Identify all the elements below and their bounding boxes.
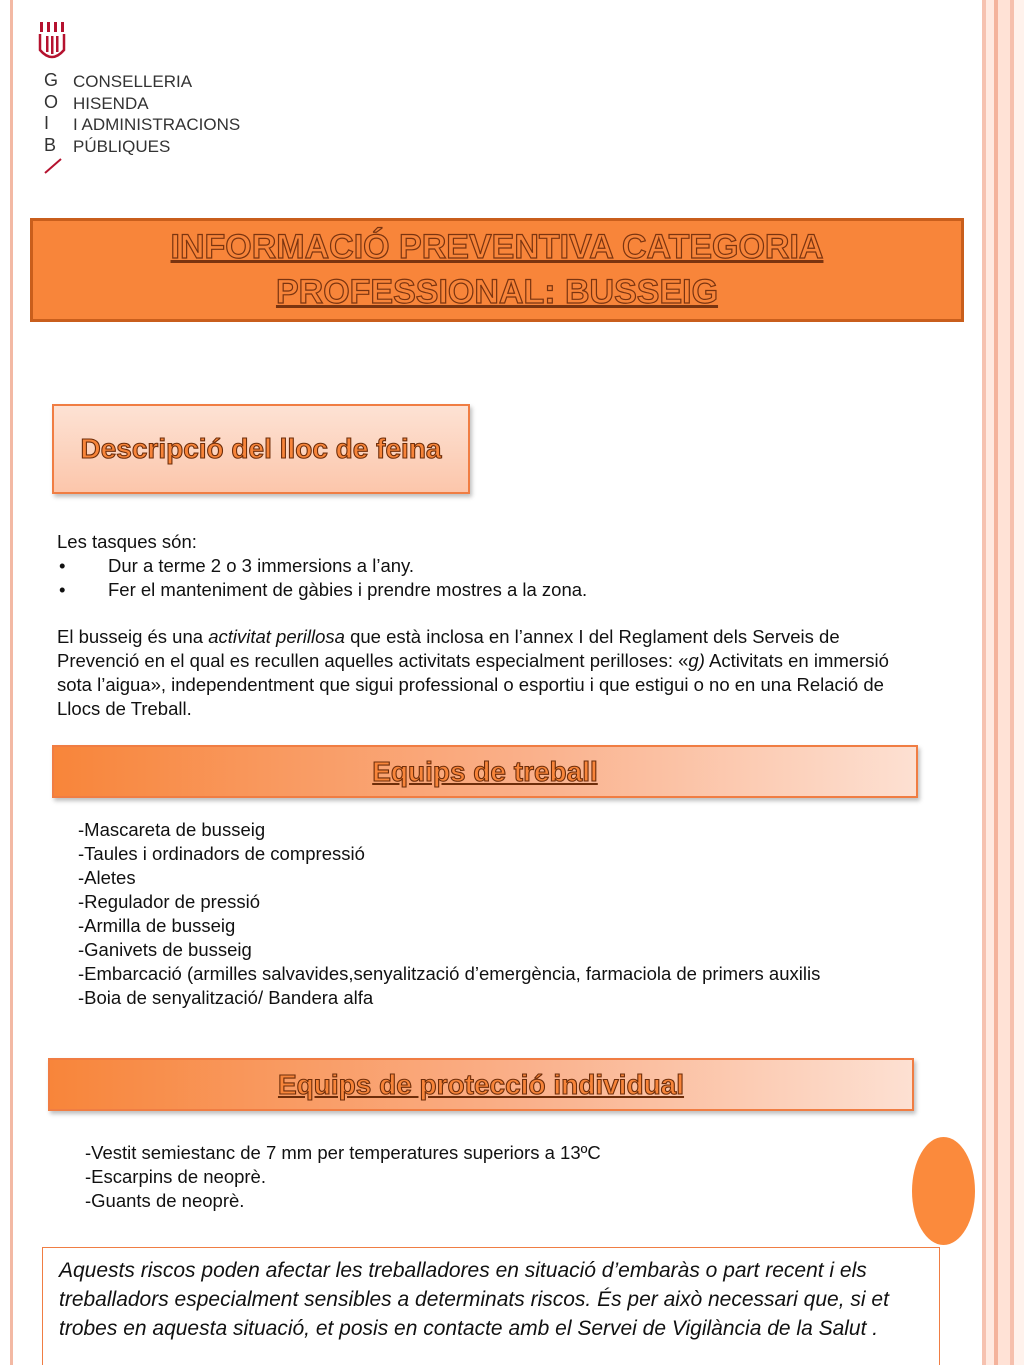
ppe-heading: Equips de protecció individual	[277, 1068, 685, 1100]
list-item: -Escarpins de neoprè.	[85, 1166, 266, 1187]
decorative-orange-oval	[912, 1137, 975, 1245]
government-emblem-icon	[38, 22, 68, 62]
logo-letters: G O I B	[44, 70, 60, 155]
list-item: -Boia de senyalització/ Bandera alfa	[78, 987, 374, 1008]
logo-slash-icon	[44, 158, 62, 174]
list-item: -Aletes	[78, 867, 136, 888]
list-item: -Guants de neoprè.	[85, 1190, 245, 1211]
risk-note-text: Aquests riscos poden afectar les treballadores en situació d’embaràs o part recent i els treballadors especialment sensibles a determinats riscos. És per això necessari que, si et trobes en aquesta situació, et posis en contacte amb el Servei de Vigilància de la Salut .	[59, 1259, 889, 1340]
left-border-rule	[10, 0, 13, 1365]
list-item: -Vestit semiestanc de 7 mm per temperatures superiors a 13ºC	[85, 1142, 601, 1163]
page-title: INFORMACIÓ PREVENTIVA CATEGORIA PROFESSIONAL: BUSSEIG	[170, 228, 824, 311]
ppe-heading-box	[48, 1058, 914, 1111]
list-item: -Taules i ordinadors de compressió	[78, 843, 365, 864]
description-paragraph: El busseig és una activitat perillosa que està inclosa en l’annex I del Reglament dels Serveis de Prevenció en el qual es recullen aquelles activitats especialment perilloses: «g) Activitats en immersió sota l’aigua», independentment que sigui professional o esportiu i que estigui o no en una Relació de Llocs de Treball.	[57, 626, 889, 719]
list-item: • Fer el manteniment de gàbies i prendre mostres a la zona.	[57, 578, 917, 602]
work-equipment-heading-box	[52, 745, 918, 798]
tasks-intro: Les tasques són:	[57, 531, 197, 552]
work-equipment-heading: Equips de treball	[372, 755, 598, 787]
work-equipment-list	[78, 818, 938, 1010]
tasks-section	[57, 530, 917, 602]
list-item: -Ganivets de busseig	[78, 939, 252, 960]
right-decorative-stripes	[976, 0, 1024, 1365]
description-heading: Descripció del lloc de feina	[80, 433, 442, 464]
list-item: -Embarcació (armilles salvavides,senyalització d’emergència, farmaciola de primers auxilis	[78, 963, 821, 984]
list-item: • Dur a terme 2 o 3 immersions a l’any.	[57, 554, 917, 578]
risk-note-box	[42, 1247, 940, 1365]
ppe-list	[85, 1141, 785, 1213]
list-item: -Armilla de busseig	[78, 915, 236, 936]
logo-department-name: CONSELLERIA HISENDA I ADMINISTRACIONS PÚBLIQUES	[73, 72, 241, 156]
list-item: -Mascareta de busseig	[78, 819, 266, 840]
description-heading-box	[52, 404, 470, 494]
tasks-list	[57, 554, 917, 602]
title-banner	[30, 218, 964, 322]
list-item: -Regulador de pressió	[78, 891, 261, 912]
